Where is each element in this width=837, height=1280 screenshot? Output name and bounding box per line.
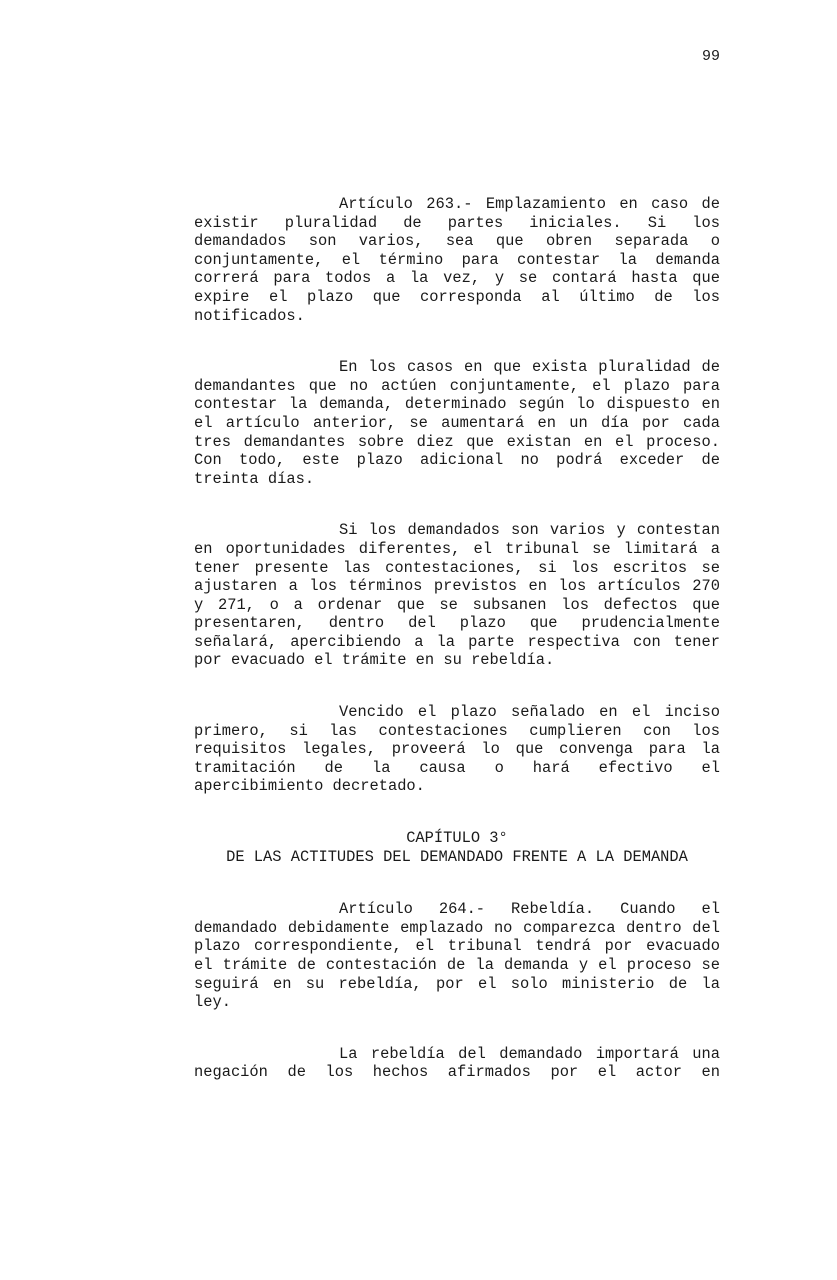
paragraph-rebeldia-effects: La rebeldía del demandado importará una negación de los hechos afirmados por el actor en bbox=[194, 1044, 720, 1082]
paragraph-article-264: Artículo 264.- Rebeldía. Cuando el demandado debidamente emplazado no comparezca dentro del plazo correspondiente, el tribunal tendrá por evacuado el trámite de contestación de la demanda y el proceso se seguirá en su rebeldía, por el solo ministerio de la ley. bbox=[194, 900, 720, 1012]
paragraph-plural-plaintiffs: En los casos en que exista pluralidad de demandantes que no actúen conjuntamente, el plazo para contestar la demanda, determinado según lo dispuesto en el artículo anterior, se aumentará en un día por cada tres demandantes sobre diez que existan en el proceso. Con todo, este plazo adicional no podrá exceder de treinta días. bbox=[194, 358, 720, 488]
chapter-heading bbox=[194, 829, 720, 866]
document-body bbox=[194, 195, 720, 1115]
paragraph-plural-defendants: Si los demandados son varios y contestan en oportunidades diferentes, el tribunal se limitará a tener presente las contestaciones, si los escritos se ajustaren a los términos previstos en los artículos 270 y 271, o a ordenar que se subsanen los defectos que presentaren, dentro del plazo que prudencialmente señalará, apercibiendo a la parte respectiva con tener por evacuado el trámite en su rebeldía. bbox=[194, 521, 720, 670]
paragraph-article-263: Artículo 263.- Emplazamiento en caso de existir pluralidad de partes iniciales. Si los demandados son varios, sea que obren separada o conjuntamente, el término para contestar la demanda correrá para todos a la vez, y se contará hasta que expire el plazo que corresponda al último de los notificados. bbox=[194, 195, 720, 325]
chapter-subtitle: DE LAS ACTITUDES DEL DEMANDADO FRENTE A LA DEMANDA bbox=[226, 847, 688, 866]
paragraph-deadline-expired: Vencido el plazo señalado en el inciso primero, si las contestaciones cumplieren con los requisitos legales, proveerá lo que convenga para la tramitación de la causa o hará efectivo el apercibimiento decretado. bbox=[194, 703, 720, 796]
chapter-title: CAPÍTULO 3° bbox=[406, 829, 508, 848]
page-number: 99 bbox=[701, 48, 720, 65]
